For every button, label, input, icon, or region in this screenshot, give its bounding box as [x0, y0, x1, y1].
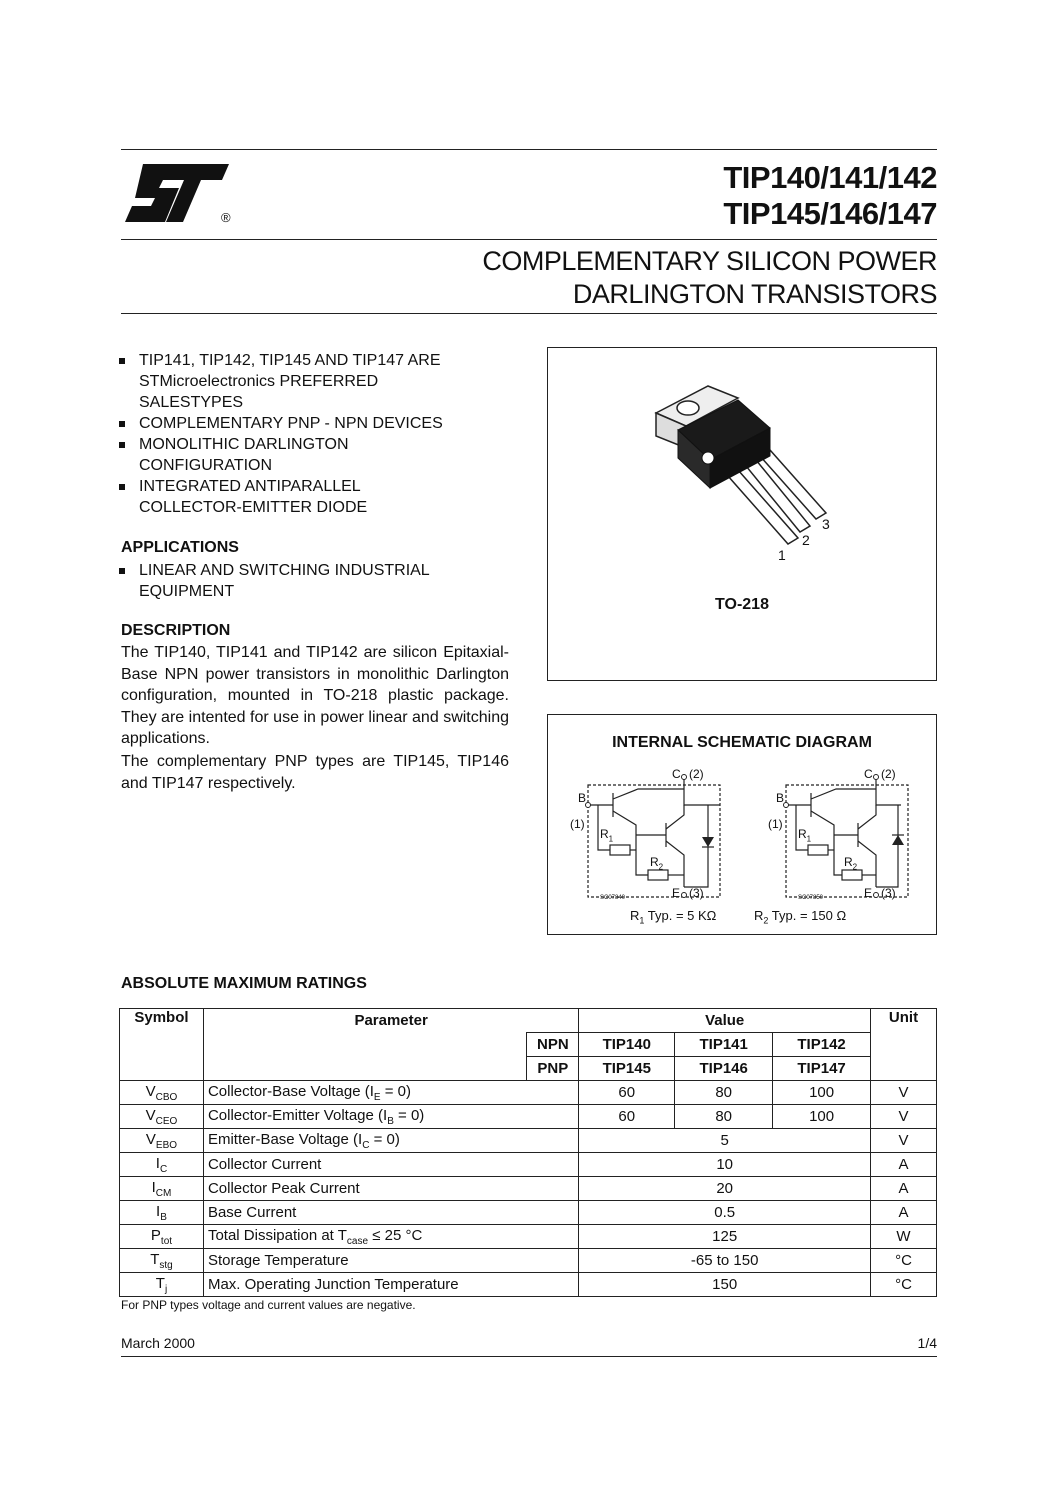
- emitter-label: E: [864, 886, 873, 900]
- unit-header: Unit: [871, 1009, 937, 1081]
- table-row: $T_j$ Max. Operating Junction Temperature 150 °C: [120, 1273, 937, 1297]
- ratings-heading: ABSOLUTE MAXIMUM RATINGS: [121, 975, 367, 992]
- feature-item: COMPLEMENTARY PNP - NPN DEVICES: [119, 413, 519, 434]
- pnp-type: TIP147: [773, 1057, 871, 1081]
- pnp-schematic: [756, 765, 931, 905]
- table-row: $I_C$ Collector Current 10 A: [120, 1153, 937, 1177]
- schematic-code: SC07850: [798, 895, 824, 901]
- footer-rule: [121, 1356, 937, 1357]
- feature-item: INTEGRATED ANTIPARALLEL COLLECTOR-EMITTER DIODE: [119, 476, 519, 518]
- description-para-2: The complementary PNP types are TIP145, TIP146 and TIP147 respectively.: [121, 753, 509, 792]
- emitter-label: E: [672, 886, 681, 900]
- description-heading: DESCRIPTION: [121, 622, 231, 639]
- pnp-type: TIP146: [675, 1057, 773, 1081]
- package-box: [547, 347, 937, 681]
- r1-label: $R_1$: [798, 827, 812, 844]
- collector-label: C: [672, 767, 681, 781]
- collector-label: C: [864, 767, 873, 781]
- npn-type: TIP140: [579, 1033, 675, 1057]
- feature-item: MONOLITHIC DARLINGTON CONFIGURATION: [119, 434, 519, 476]
- base-pin: (1): [570, 817, 585, 831]
- description-para-1: The TIP140, TIP141 and TIP142 are silicon Epitaxial-Base NPN power transistors in monolithic Darlington configuration, mounted in TO-218 plastic package. They are intented for use in power linear and switching applications.: [121, 644, 509, 747]
- ratings-footnote: For PNP types voltage and current values are negative.: [121, 1298, 416, 1312]
- pnp-type: TIP145: [579, 1057, 675, 1081]
- table-row: $V_{CEO}$ Collector-Emitter Voltage $(I_B = 0)$ 60 80 100 V: [120, 1105, 937, 1129]
- base-label: B: [578, 791, 587, 805]
- npn-schematic: [558, 765, 733, 905]
- base-pin: (1): [768, 817, 783, 831]
- part-title-2: TIP145/146/147: [723, 196, 937, 231]
- table-row: $V_{CBO}$ Collector-Base Voltage $(I_E = 0)$ 60 80 100 V: [120, 1081, 937, 1105]
- schematic-code: SC07840: [600, 895, 626, 901]
- table-header-row: [120, 1009, 937, 1033]
- npn-type: TIP141: [675, 1033, 773, 1057]
- footer-page: 1/4: [917, 1335, 937, 1351]
- table-row: $I_B$ Base Current 0.5 A: [120, 1201, 937, 1225]
- table-row: $P_{tot}$ Total Dissipation at $T_{case} \le 25$ °C 125 W: [120, 1225, 937, 1249]
- table-row: $I_{CM}$ Collector Peak Current 20 A: [120, 1177, 937, 1201]
- package-name: TO-218: [715, 596, 769, 613]
- r1-label: $R_1$: [600, 827, 614, 844]
- base-label: B: [776, 791, 785, 805]
- emitter-pin: (3): [689, 886, 704, 900]
- subtitle-1: COMPLEMENTARY SILICON POWER: [482, 246, 937, 276]
- collector-pin: (2): [881, 767, 896, 781]
- pnp-label: PNP: [527, 1057, 579, 1081]
- schematic-title: INTERNAL SCHEMATIC DIAGRAM: [612, 734, 872, 751]
- r1-note: $R_1$ Typ. = 5 KΩ: [630, 908, 717, 926]
- symbol-header: Symbol: [120, 1009, 204, 1081]
- footer-date: March 2000: [121, 1335, 195, 1351]
- st-logo: [121, 160, 241, 230]
- r2-label: $R_2$: [650, 855, 664, 872]
- pin-3-label: 3: [822, 516, 830, 532]
- subtitle-2: DARLINGTON TRANSISTORS: [572, 279, 937, 309]
- top-rule: [121, 149, 937, 150]
- r2-note: $R_2$ Typ. = 150 Ω: [754, 908, 847, 926]
- table-row: $T_{stg}$ Storage Temperature -65 to 150 °C: [120, 1249, 937, 1273]
- registered-mark: ®: [221, 210, 231, 225]
- feature-list: [119, 350, 519, 518]
- schematic-box: [547, 714, 937, 935]
- emitter-pin: (3): [881, 886, 896, 900]
- npn-row: [120, 1033, 937, 1057]
- feature-item: TIP141, TIP142, TIP145 AND TIP147 ARE STMicroelectronics PREFERRED SALESTYPES: [119, 350, 519, 413]
- mid-rule: [121, 239, 937, 240]
- applications-list: [119, 560, 519, 602]
- parameter-header: Parameter: [203, 1009, 578, 1033]
- pin-2-label: 2: [802, 532, 810, 548]
- npn-label: NPN: [527, 1033, 579, 1057]
- application-item: LINEAR AND SWITCHING INDUSTRIAL EQUIPMENT: [119, 560, 519, 602]
- table-row: $V_{EBO}$ Emitter-Base Voltage $(I_C = 0)$ 5 V: [120, 1129, 937, 1153]
- collector-pin: (2): [689, 767, 704, 781]
- logo-mark: [125, 164, 229, 222]
- sub-rule: [121, 313, 937, 314]
- value-header: Value: [579, 1009, 871, 1033]
- r2-label: $R_2$: [844, 855, 858, 872]
- pin-1-label: 1: [778, 547, 786, 563]
- npn-type: TIP142: [773, 1033, 871, 1057]
- ratings-table: [119, 1008, 937, 1297]
- applications-heading: APPLICATIONS: [121, 539, 239, 556]
- part-title-1: TIP140/141/142: [723, 160, 937, 195]
